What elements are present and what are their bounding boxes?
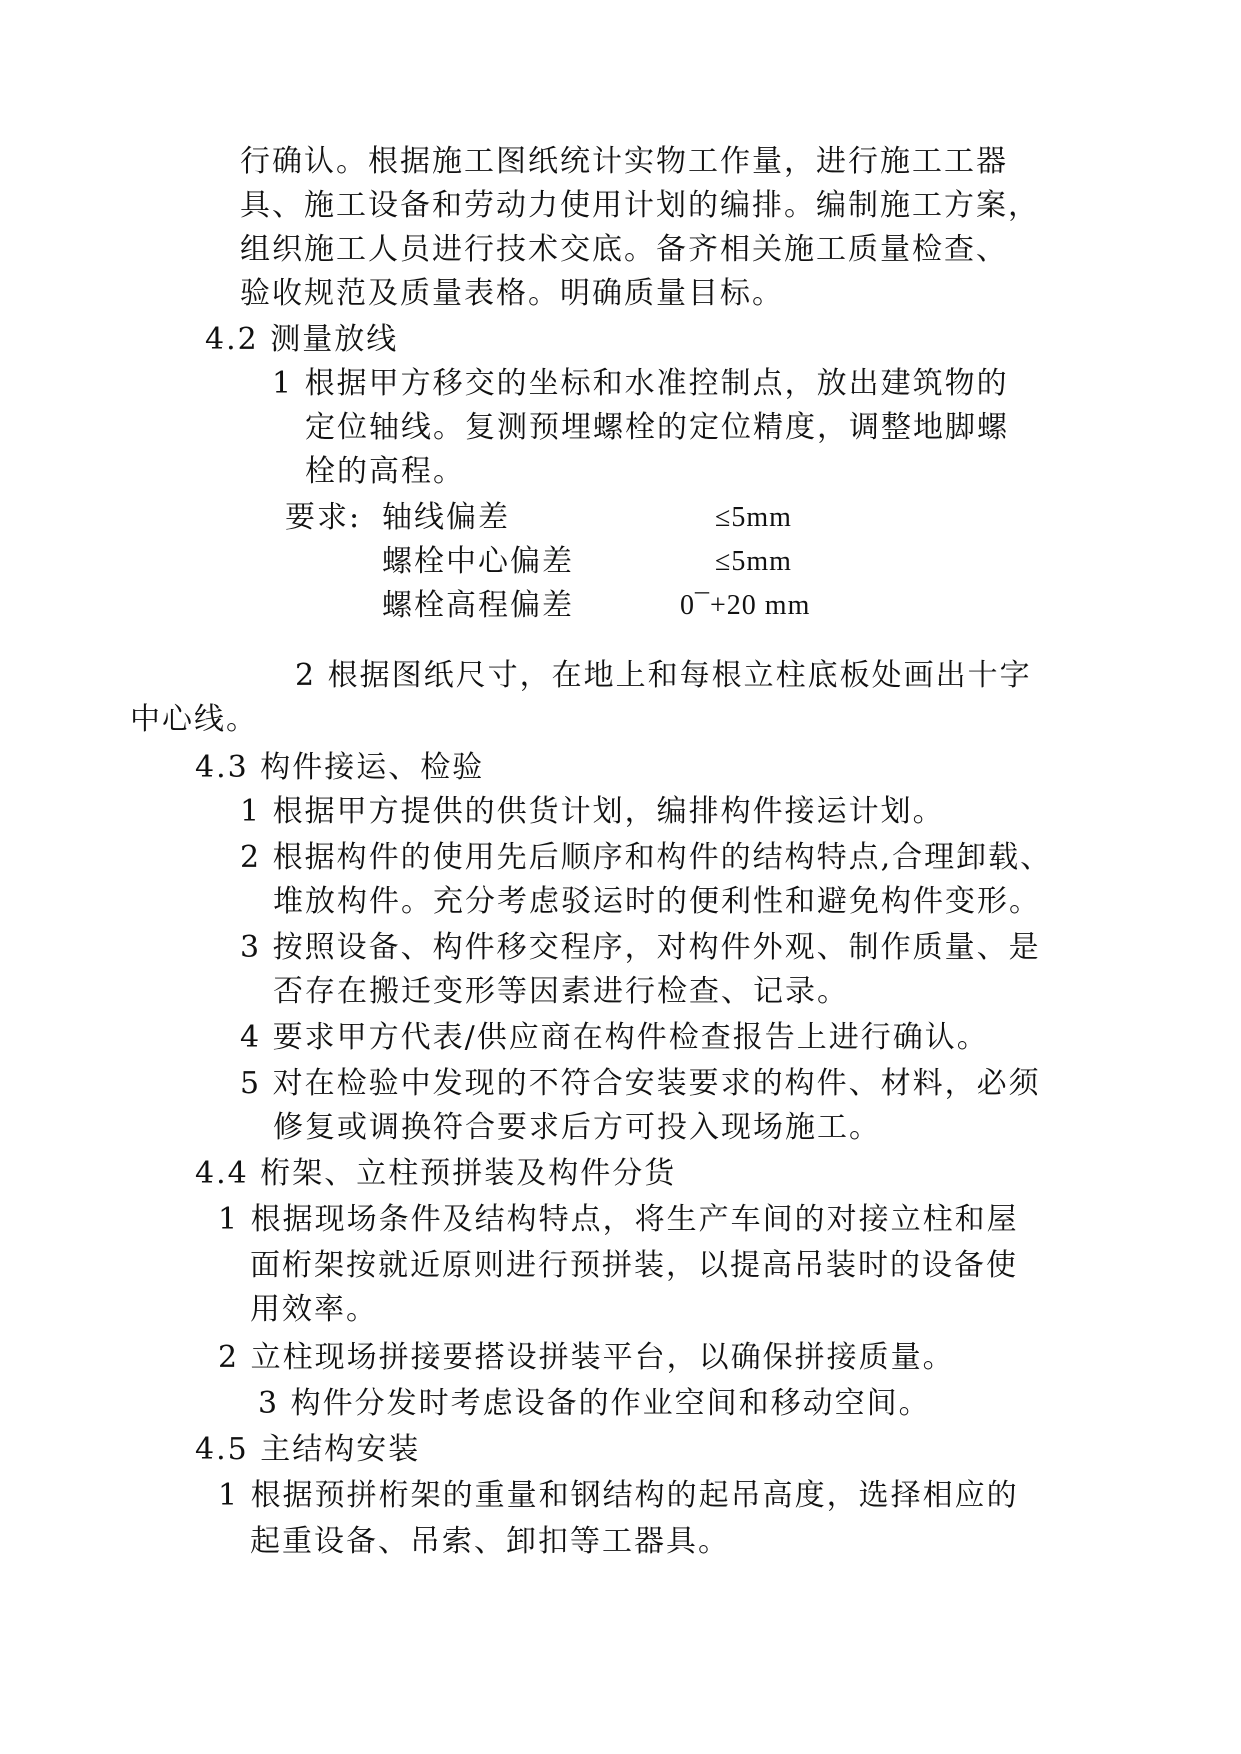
- paragraph-line: 定位轴线。复测预埋螺栓的定位精度，调整地脚螺: [305, 410, 1009, 445]
- list-item: 2 根据构件的使用先后顺序和构件的结构特点,合理卸载、: [240, 840, 1053, 875]
- paragraph-line: 行确认。根据施工图纸统计实物工作量，进行施工工器: [240, 144, 1008, 179]
- requirement-name: 螺栓中心偏差: [382, 544, 574, 579]
- list-item-continuation: 堆放构件。充分考虑驳运时的便利性和避免构件变形。: [273, 884, 1041, 919]
- paragraph-line: 具、施工设备和劳动力使用计划的编排。编制施工方案，: [240, 188, 1040, 223]
- requirement-name: 轴线偏差: [382, 500, 510, 535]
- section-heading-4-5: 4.5 主结构安装: [195, 1432, 421, 1467]
- list-item: 3 按照设备、构件移交程序，对构件外观、制作质量、是: [240, 930, 1041, 965]
- list-item: 1 根据预拼桁架的重量和钢结构的起吊高度，选择相应的: [218, 1478, 1019, 1513]
- list-item-continuation: 起重设备、吊索、卸扣等工器具。: [250, 1524, 730, 1559]
- requirements-label: 要求:: [285, 500, 362, 535]
- paragraph-line: 组织施工人员进行技术交底。备齐相关施工质量检查、: [240, 232, 1008, 267]
- section-heading-4-2: 4.2 测量放线: [205, 322, 399, 357]
- paragraph-line: 栓的高程。: [305, 454, 465, 489]
- requirement-tolerance: ≤5mm: [715, 502, 792, 533]
- list-item: 2 立柱现场拼接要搭设拼装平台，以确保拼接质量。: [218, 1340, 955, 1375]
- requirement-name: 螺栓高程偏差: [382, 588, 574, 623]
- paragraph-line: 1 根据甲方移交的坐标和水准控制点，放出建筑物的: [272, 366, 1009, 401]
- list-item: 5 对在检验中发现的不符合安装要求的构件、材料，必须: [240, 1066, 1041, 1101]
- requirement-tolerance: 0¯+20 mm: [680, 590, 811, 621]
- list-item-continuation: 修复或调换符合要求后方可投入现场施工。: [273, 1110, 881, 1145]
- list-item-continuation: 用效率。: [250, 1292, 378, 1327]
- paragraph-line: 验收规范及质量表格。明确质量目标。: [240, 276, 784, 311]
- list-item-continuation: 面桁架按就近原则进行预拼装，以提高吊装时的设备使: [250, 1248, 1018, 1283]
- section-heading-4-3: 4.3 构件接运、检验: [195, 750, 485, 785]
- list-item: 3 构件分发时考虑设备的作业空间和移动空间。: [258, 1386, 931, 1421]
- list-item-continuation: 否存在搬迁变形等因素进行检查、记录。: [273, 974, 849, 1009]
- list-item: 1 根据现场条件及结构特点，将生产车间的对接立柱和屋: [218, 1202, 1019, 1237]
- paragraph-line: 中心线。: [130, 702, 258, 737]
- list-item: 1 根据甲方提供的供货计划，编排构件接运计划。: [240, 794, 945, 829]
- section-heading-4-4: 4.4 桁架、立柱预拼装及构件分货: [195, 1156, 677, 1191]
- paragraph-line: 2 根据图纸尺寸，在地上和每根立柱底板处画出十字: [295, 658, 1032, 693]
- requirement-tolerance: ≤5mm: [715, 546, 792, 577]
- list-item: 4 要求甲方代表/供应商在构件检查报告上进行确认。: [240, 1020, 989, 1055]
